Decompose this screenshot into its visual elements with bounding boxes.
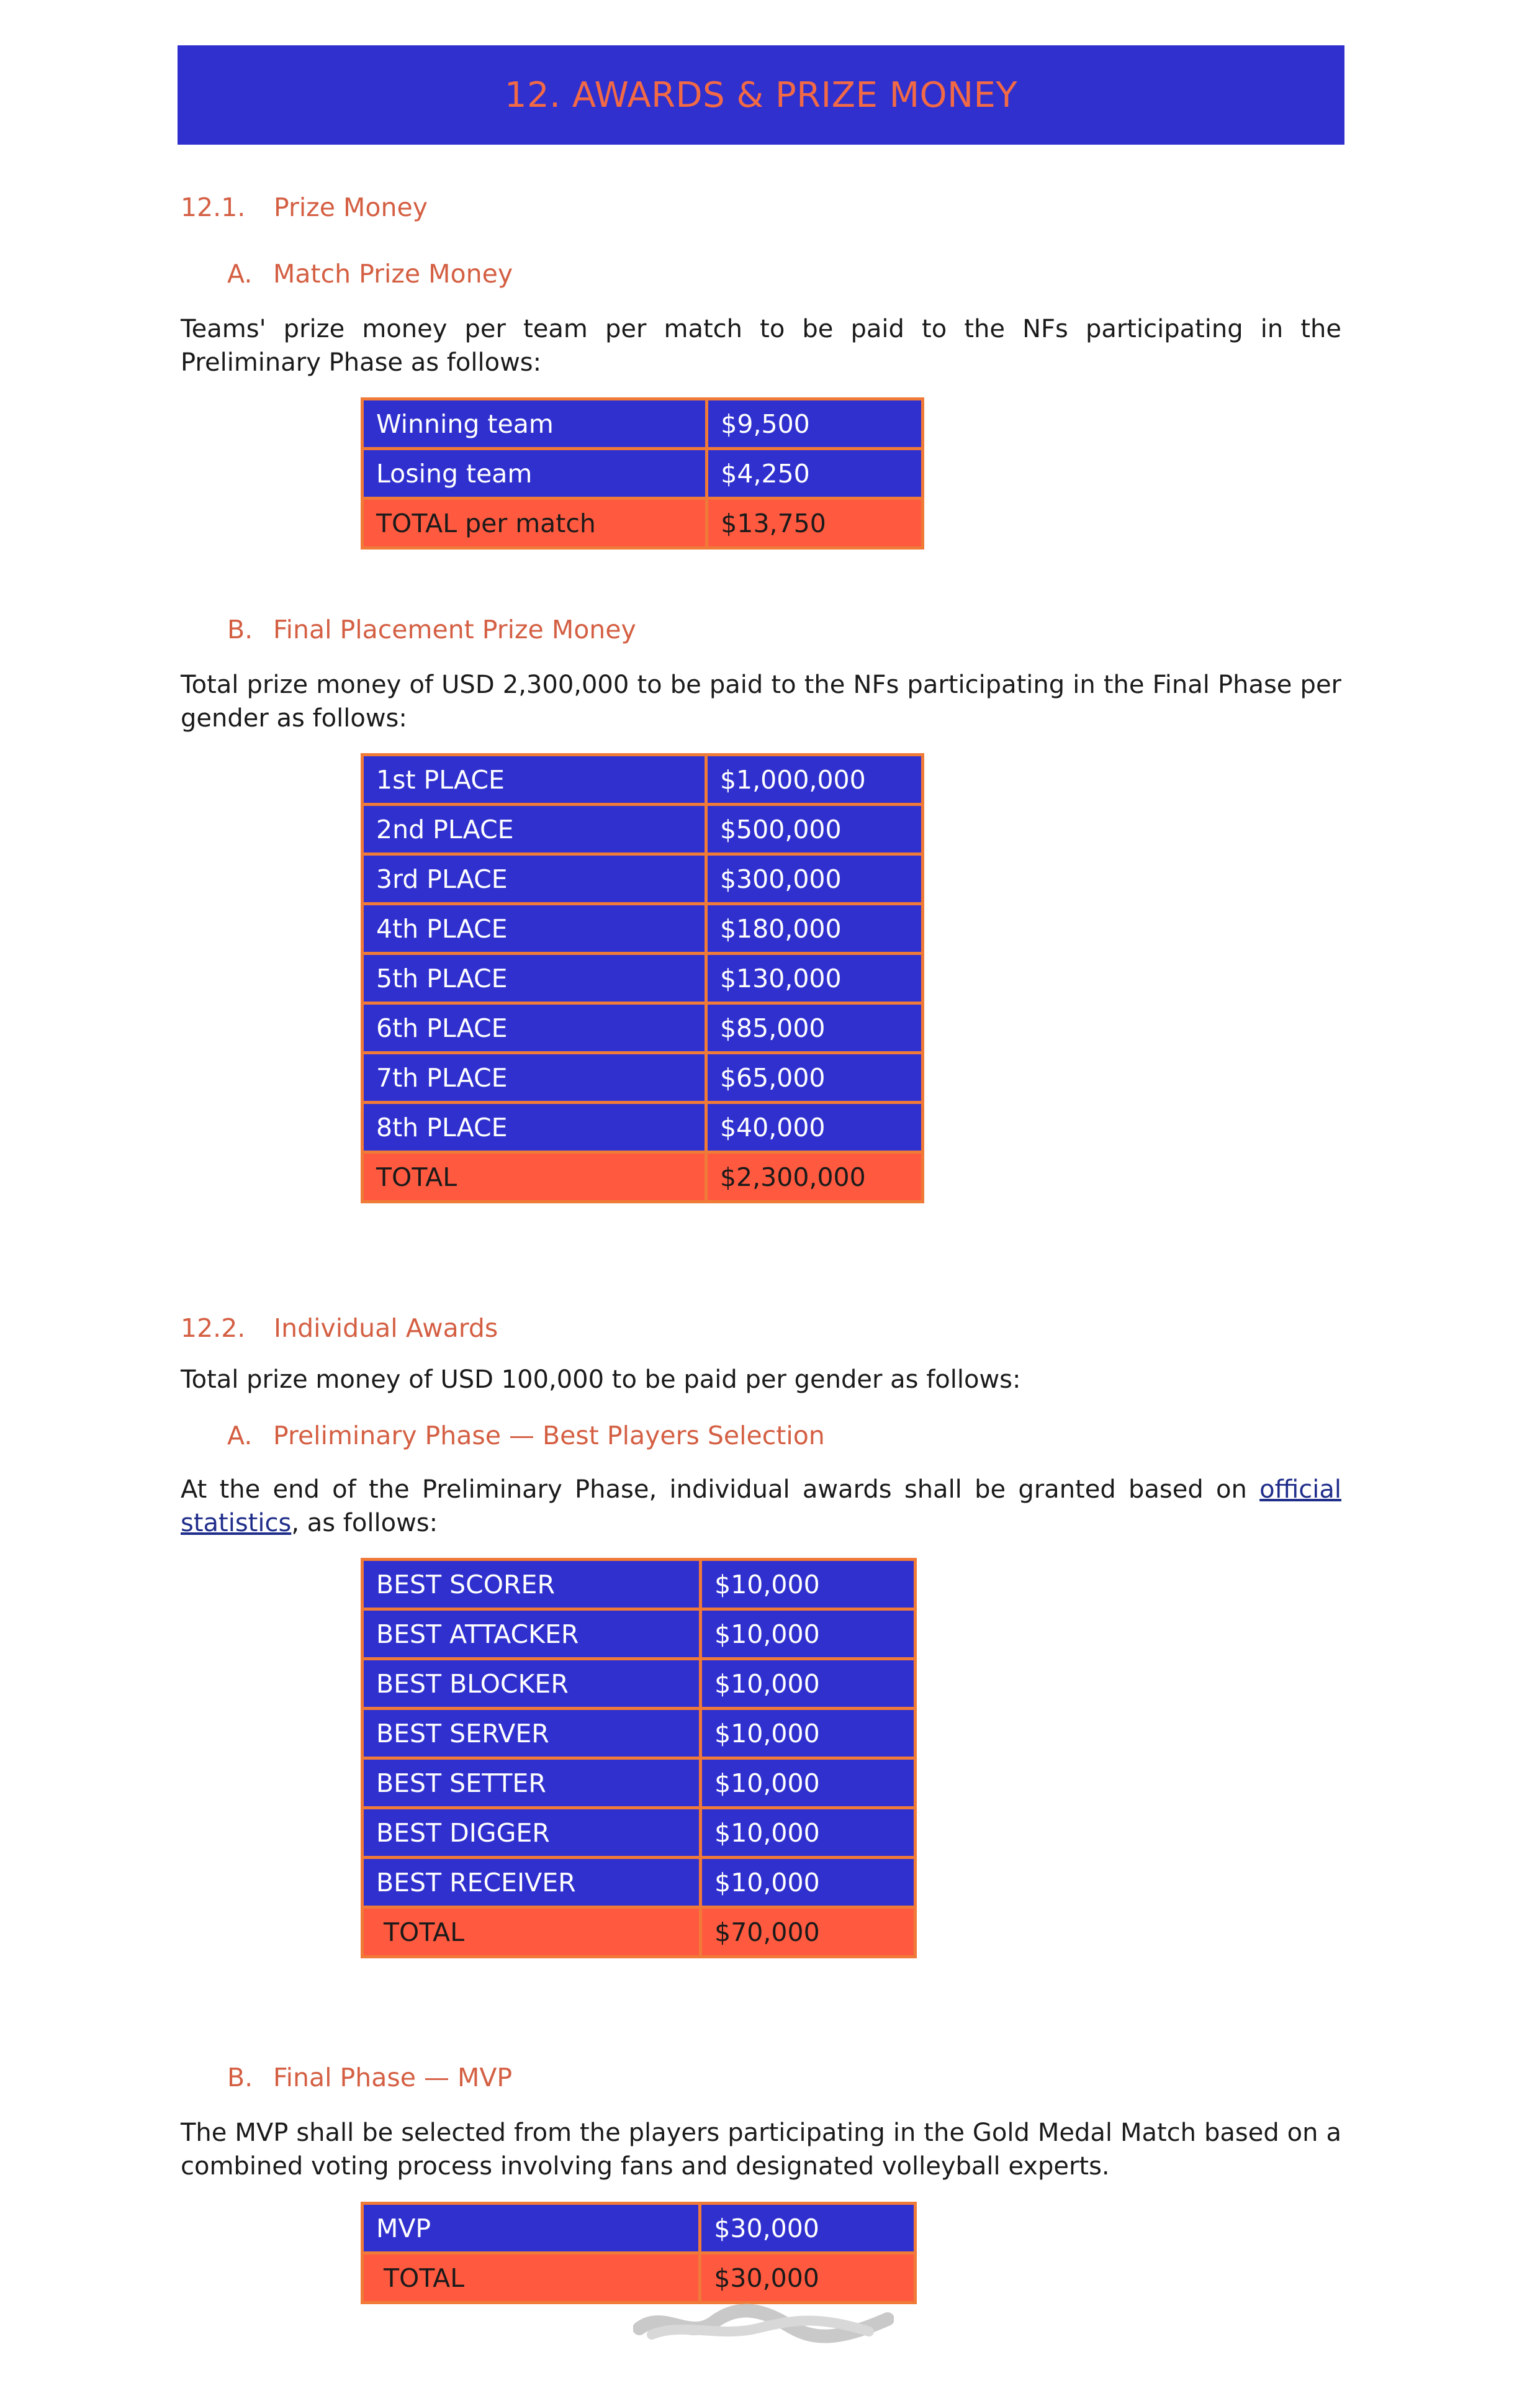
row-value: $10,000 bbox=[701, 1758, 916, 1808]
subheading-text: Preliminary Phase — Best Players Selection bbox=[273, 1421, 825, 1450]
table-row bbox=[362, 1758, 916, 1808]
final-placement-description: Total prize money of USD 2,300,000 to be paid to the NFs participating in the Final Phase per gender as follows: bbox=[181, 671, 1341, 733]
total-label: TOTAL bbox=[362, 1907, 701, 1957]
total-value: $13,750 bbox=[707, 499, 923, 548]
subheading-match-prize-money bbox=[227, 259, 513, 289]
row-label: Winning team bbox=[362, 399, 707, 449]
section-title: 12. AWARDS & PRIZE MONEY bbox=[504, 75, 1018, 115]
table-row bbox=[362, 1053, 923, 1103]
row-label: 3rd PLACE bbox=[362, 854, 706, 904]
table-row bbox=[362, 1003, 923, 1053]
heading-prize-money bbox=[181, 192, 428, 222]
row-label: 1st PLACE bbox=[362, 755, 706, 805]
subheading-letter: B. bbox=[227, 615, 253, 644]
row-value: $4,250 bbox=[707, 449, 923, 499]
row-label: BEST SCORER bbox=[362, 1560, 701, 1609]
table-row bbox=[362, 2204, 916, 2253]
subheading-letter: A. bbox=[227, 259, 253, 289]
total-row bbox=[362, 499, 923, 548]
total-value: $70,000 bbox=[701, 1907, 916, 1957]
row-label: 8th PLACE bbox=[362, 1103, 706, 1152]
row-label: BEST SERVER bbox=[362, 1709, 701, 1758]
total-row bbox=[362, 1152, 923, 1202]
table-row bbox=[362, 1858, 916, 1907]
heading-number: 12.2. bbox=[181, 1313, 246, 1343]
row-label: MVP bbox=[362, 2204, 700, 2253]
total-label: TOTAL per match bbox=[362, 499, 707, 548]
row-value: $1,000,000 bbox=[706, 755, 922, 805]
row-label: BEST BLOCKER bbox=[362, 1659, 701, 1709]
row-label: BEST DIGGER bbox=[362, 1808, 701, 1858]
heading-text: Individual Awards bbox=[274, 1313, 498, 1343]
table-row bbox=[362, 399, 923, 449]
total-row bbox=[362, 2253, 916, 2303]
best-players-table bbox=[361, 1558, 917, 1958]
match-prize-table bbox=[361, 397, 924, 550]
row-value: $10,000 bbox=[701, 1659, 916, 1709]
official-statistics-link[interactable]: official statistics bbox=[181, 1475, 1341, 1537]
heading-text: Prize Money bbox=[274, 192, 428, 222]
row-label: 7th PLACE bbox=[362, 1053, 706, 1103]
table-row bbox=[362, 1659, 916, 1709]
table-row bbox=[362, 1103, 923, 1152]
mvp-description: The MVP shall be selected from the players participating in the Gold Medal Match based on a combined voting process involving fans and designated volleyball experts. bbox=[181, 2119, 1341, 2181]
subheading-best-players-selection bbox=[227, 1421, 825, 1450]
total-label: TOTAL bbox=[362, 2253, 700, 2303]
table-row bbox=[362, 954, 923, 1003]
row-label: 2nd PLACE bbox=[362, 805, 706, 854]
row-label: Losing team bbox=[362, 449, 707, 499]
description-text-end: , as follows: bbox=[291, 1509, 438, 1537]
mvp-table bbox=[361, 2202, 917, 2304]
row-value: $10,000 bbox=[701, 1858, 916, 1907]
heading-number: 12.1. bbox=[181, 192, 246, 222]
row-value: $10,000 bbox=[701, 1609, 916, 1659]
subheading-final-placement-prize-money bbox=[227, 615, 636, 644]
row-value: $9,500 bbox=[707, 399, 923, 449]
row-value: $180,000 bbox=[706, 904, 922, 954]
total-label: TOTAL bbox=[362, 1152, 706, 1202]
row-value: $10,000 bbox=[701, 1709, 916, 1758]
table-row bbox=[362, 1709, 916, 1758]
total-value: $2,300,000 bbox=[706, 1152, 922, 1202]
row-value: $130,000 bbox=[706, 954, 922, 1003]
row-value: $500,000 bbox=[706, 805, 922, 854]
best-players-description bbox=[181, 1473, 1341, 1540]
final-placement-table bbox=[361, 753, 924, 1203]
row-value: $10,000 bbox=[701, 1808, 916, 1858]
heading-individual-awards bbox=[181, 1313, 498, 1343]
redaction-scribble bbox=[633, 2297, 894, 2347]
row-label: 4th PLACE bbox=[362, 904, 706, 954]
row-value: $65,000 bbox=[706, 1053, 922, 1103]
subheading-text: Match Prize Money bbox=[273, 259, 513, 289]
row-value: $85,000 bbox=[706, 1003, 922, 1053]
individual-awards-description: Total prize money of USD 100,000 to be paid per gender as follows: bbox=[181, 1365, 1021, 1394]
row-label: BEST ATTACKER bbox=[362, 1609, 701, 1659]
row-label: BEST SETTER bbox=[362, 1758, 701, 1808]
table-row bbox=[362, 904, 923, 954]
table-row bbox=[362, 1560, 916, 1609]
row-label: 5th PLACE bbox=[362, 954, 706, 1003]
table-row bbox=[362, 1609, 916, 1659]
subheading-letter: A. bbox=[227, 1421, 253, 1450]
total-value: $30,000 bbox=[700, 2253, 916, 2303]
description-text: At the end of the Preliminary Phase, individual awards shall be granted based on bbox=[181, 1475, 1260, 1504]
subheading-final-phase-mvp bbox=[227, 2063, 512, 2092]
row-value: $10,000 bbox=[701, 1560, 916, 1609]
total-row bbox=[362, 1907, 916, 1957]
row-value: $30,000 bbox=[700, 2204, 916, 2253]
row-label: 6th PLACE bbox=[362, 1003, 706, 1053]
row-value: $40,000 bbox=[706, 1103, 922, 1152]
row-value: $300,000 bbox=[706, 854, 922, 904]
subheading-text: Final Phase — MVP bbox=[273, 2063, 513, 2092]
row-label: BEST RECEIVER bbox=[362, 1858, 701, 1907]
table-row bbox=[362, 449, 923, 499]
subheading-letter: B. bbox=[227, 2063, 253, 2092]
subheading-text: Final Placement Prize Money bbox=[273, 615, 636, 644]
match-prize-description: Teams' prize money per team per match to be paid to the NFs participating in the Preliminary Phase as follows: bbox=[181, 315, 1341, 377]
table-row bbox=[362, 805, 923, 854]
table-row bbox=[362, 1808, 916, 1858]
section-title-banner bbox=[178, 45, 1344, 145]
table-row bbox=[362, 854, 923, 904]
table-row bbox=[362, 755, 923, 805]
